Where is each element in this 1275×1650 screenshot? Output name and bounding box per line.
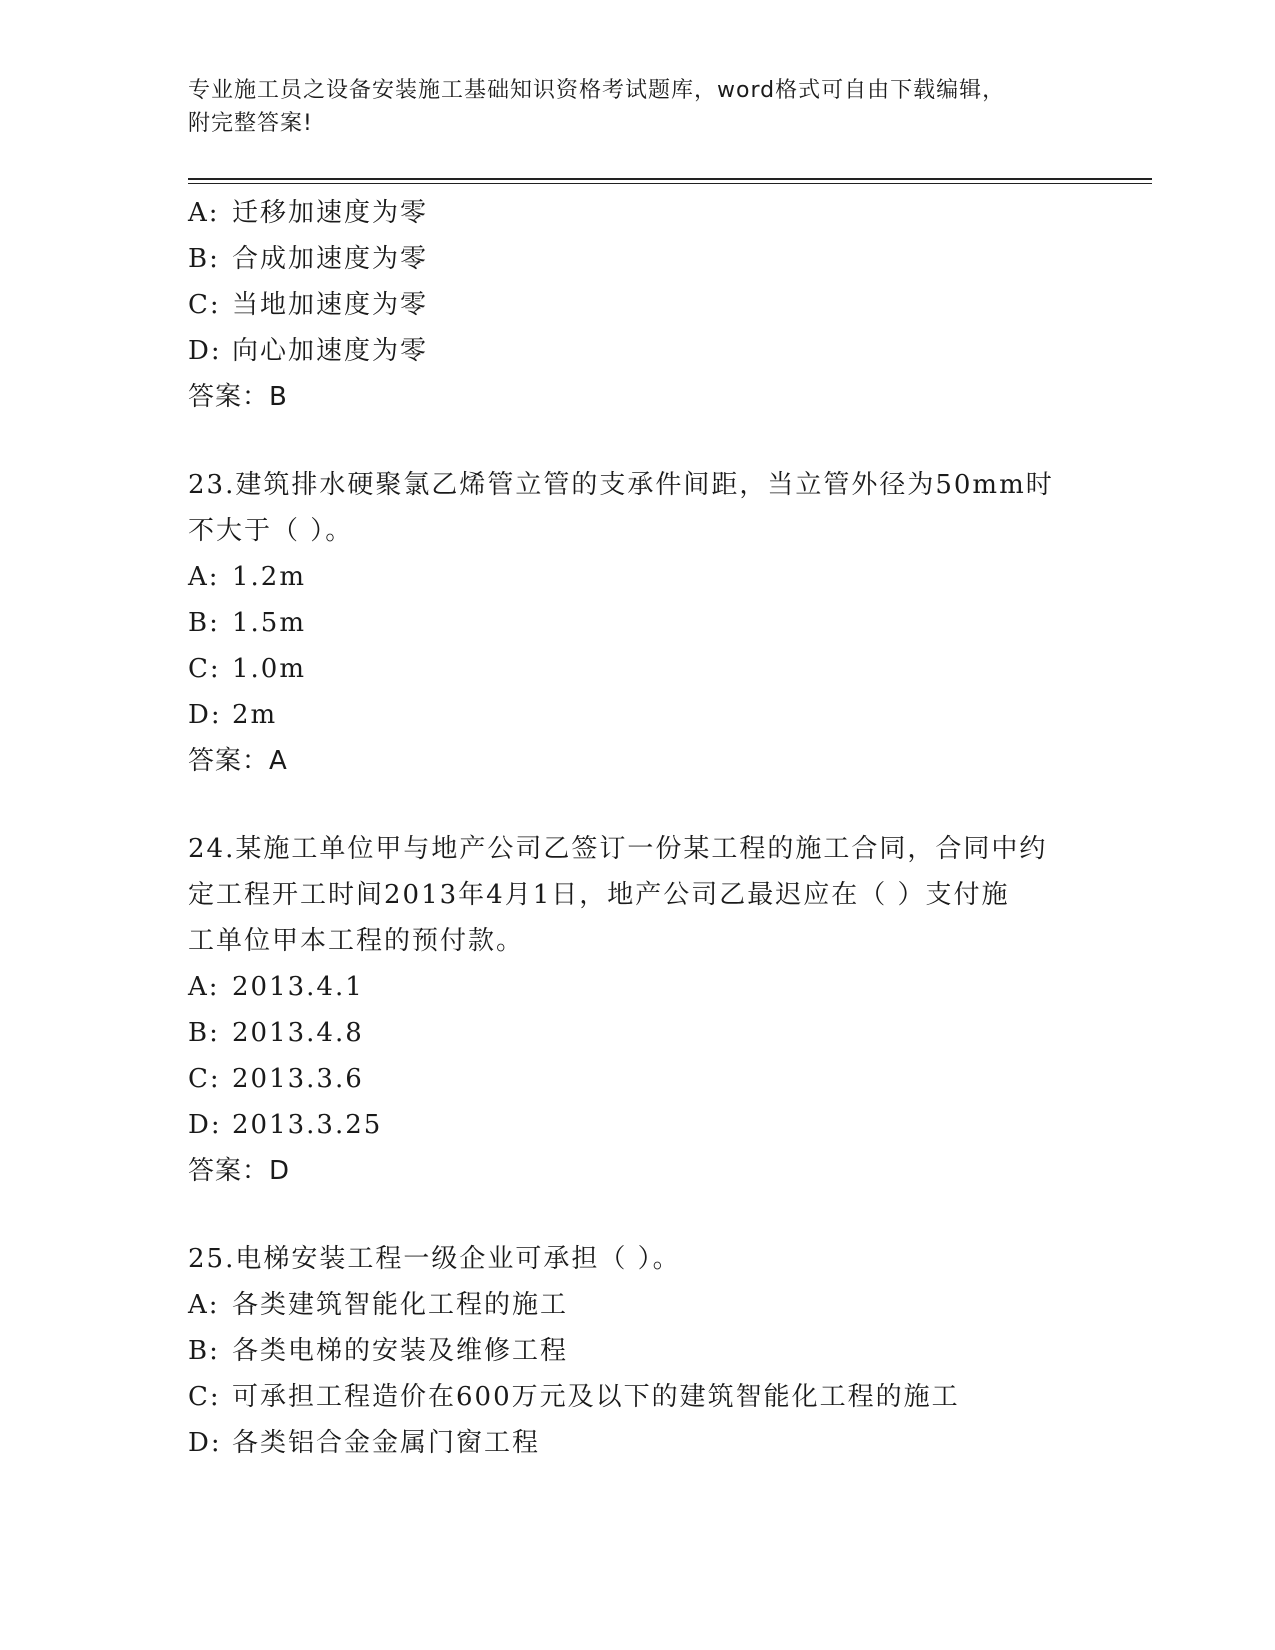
question-stem-line: 工单位甲本工程的预付款。 — [188, 926, 525, 956]
question-stem-line: 定工程开工时间2013年4月1日，地产公司乙最迟应在（ ）支付施 — [188, 880, 1010, 910]
question-stem-line: 不大于（ ）。 — [188, 516, 354, 546]
answer: 答案：D — [188, 1156, 291, 1186]
question-23 — [188, 462, 1148, 784]
option-d: D: 2013.3.25 — [188, 1110, 383, 1140]
option-a: A: 各类建筑智能化工程的施工 — [188, 1290, 569, 1320]
question-stem-line: 23.建筑排水硬聚氯乙烯管立管的支承件间距，当立管外径为50mm时 — [188, 470, 1054, 500]
question-22 — [188, 190, 1148, 420]
answer: 答案：B — [188, 382, 288, 412]
option-d: D: 各类铝合金金属门窗工程 — [188, 1428, 541, 1458]
option-a: A: 迁移加速度为零 — [188, 198, 429, 228]
question-24 — [188, 826, 1148, 1194]
option-c: C: 1.0m — [188, 654, 307, 684]
option-d: D: 向心加速度为零 — [188, 336, 429, 366]
option-b: B: 各类电梯的安装及维修工程 — [188, 1336, 569, 1366]
option-b: B: 2013.4.8 — [188, 1018, 364, 1048]
answer: 答案：A — [188, 746, 288, 776]
option-c: C: 当地加速度为零 — [188, 290, 429, 320]
option-a: A: 1.2m — [188, 562, 307, 592]
header-line-1: 专业施工员之设备安装施工基础知识资格考试题库，word格式可自由下载编辑， — [188, 78, 1006, 103]
header-divider-thick — [188, 178, 1152, 180]
option-b: B: 1.5m — [188, 608, 307, 638]
header-line-2: 附完整答案! — [188, 111, 313, 136]
option-d: D: 2m — [188, 700, 278, 730]
option-c: C: 2013.3.6 — [188, 1064, 364, 1094]
option-b: B: 合成加速度为零 — [188, 244, 429, 274]
question-25 — [188, 1236, 1148, 1466]
option-a: A: 2013.4.1 — [188, 972, 364, 1002]
question-stem-line: 25.电梯安装工程一级企业可承担（ ）。 — [188, 1244, 681, 1274]
document-header — [188, 74, 1088, 140]
question-stem-line: 24.某施工单位甲与地产公司乙签订一份某工程的施工合同，合同中约 — [188, 834, 1048, 864]
option-c: C: 可承担工程造价在600万元及以下的建筑智能化工程的施工 — [188, 1382, 960, 1412]
header-divider-thin — [188, 183, 1152, 184]
question-list — [188, 190, 1148, 1466]
